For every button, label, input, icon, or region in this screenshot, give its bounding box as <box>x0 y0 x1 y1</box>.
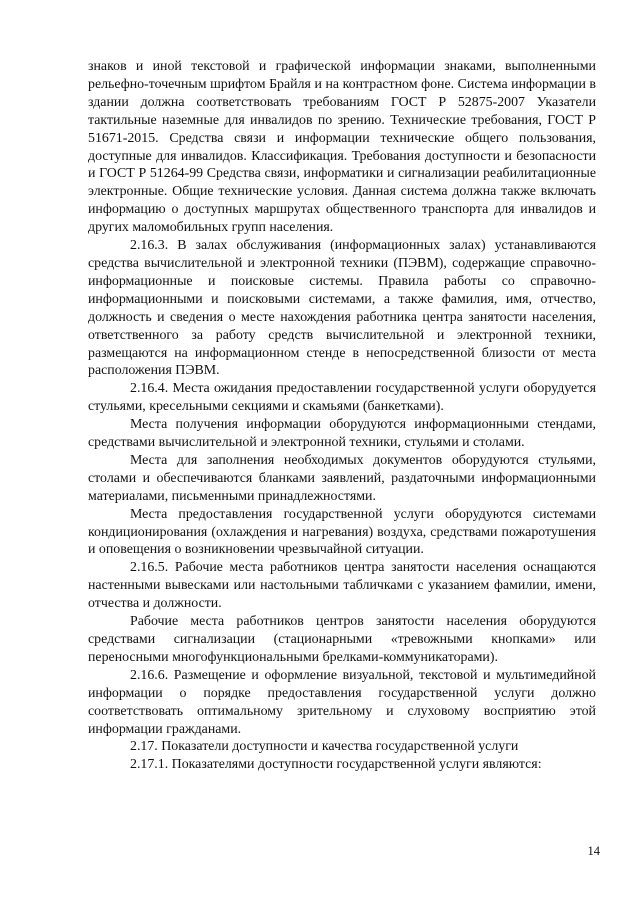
document-body <box>88 58 596 774</box>
paragraph-document-filling-places: Места для заполнения необходимых документов оборудуются стульями, столами и обеспечиваются бланками заявлений, раздаточными информационными материалами, письменными принадлежностями. <box>88 452 596 504</box>
paragraph-braille-info-system: знаков и иной текстовой и графической информации знаками, выполненными рельефно-точечным шрифтом Брайля и на контрастном фоне. Система информации в здании должна соответствовать требованиям ГОСТ Р 52875-2007 Указатели тактильные наземные для инвалидов по зрению. Технические требования, ГОСТ Р 51671-2015. Средства связи и информации технические общего пользования, доступные для инвалидов. Классификация. Требования доступности и безопасности и ГОСТ Р 51264-99 Средства связи, информатики и сигнализации реабилитационные электронные. Общие технические условия. Данная система должна также включать информацию о доступных маршрутах общественного транспорта для инвалидов и других маломобильных групп населения. <box>88 59 596 236</box>
paragraph-2-16-4: 2.16.4. Места ожидания предоставлении государственной услуги оборудуется стульями, кресельными секциями и скамьями (банкетками). <box>88 381 596 415</box>
paragraph-2-16-6: 2.16.6. Размещение и оформление визуальной, текстовой и мультимедийной информации о порядке предоставления государственной услуги должно соответствовать оптимальному зрительному и слуховому восприятию этой информации гражданами. <box>88 667 596 737</box>
paragraph-service-places: Места предоставления государственной услуги оборудуются системами кондиционирования (охлаждения и нагревания) воздуха, средствами пожаротушения и оповещения о возникновении чрезвычайной ситуации. <box>88 506 596 558</box>
paragraph-2-17: 2.17. Показатели доступности и качества государственной услуги <box>130 739 519 755</box>
paragraph-2-17-1: 2.17.1. Показателями доступности государственной услуги являются: <box>130 757 542 773</box>
paragraph-2-16-3: 2.16.3. В залах обслуживания (информационных залах) устанавливаются средства вычислительной и электронной техники (ПЭВМ), содержащие справочно-информационные и поисковые системы. Правила работы со справочно-информационными и поисковыми системами, а также фамилия, имя, отчество, должность и сведения о месте нахождения работника центра занятости населения, ответственного за работу средств вычислительной и электронной техники, размещаются на информационном стенде в непосредственной близости от места расположения ПЭВМ. <box>88 238 596 379</box>
paragraph-alarm-equipment: Рабочие места работников центров занятости населения оборудуются средствами сигнализации (стационарными «тревожными кнопками» или переносными многофункциональными брелками-коммуникаторами). <box>88 614 596 665</box>
page-number: 14 <box>587 844 600 858</box>
paragraph-info-places: Места получения информации оборудуются информационными стендами, средствами вычислительной и электронной техники, стульями и столами. <box>88 417 596 451</box>
paragraph-2-16-5: 2.16.5. Рабочие места работников центра занятости населения оснащаются настенными вывесками или настольными табличками с указанием фамилии, имени, отчества и должности. <box>88 560 596 612</box>
